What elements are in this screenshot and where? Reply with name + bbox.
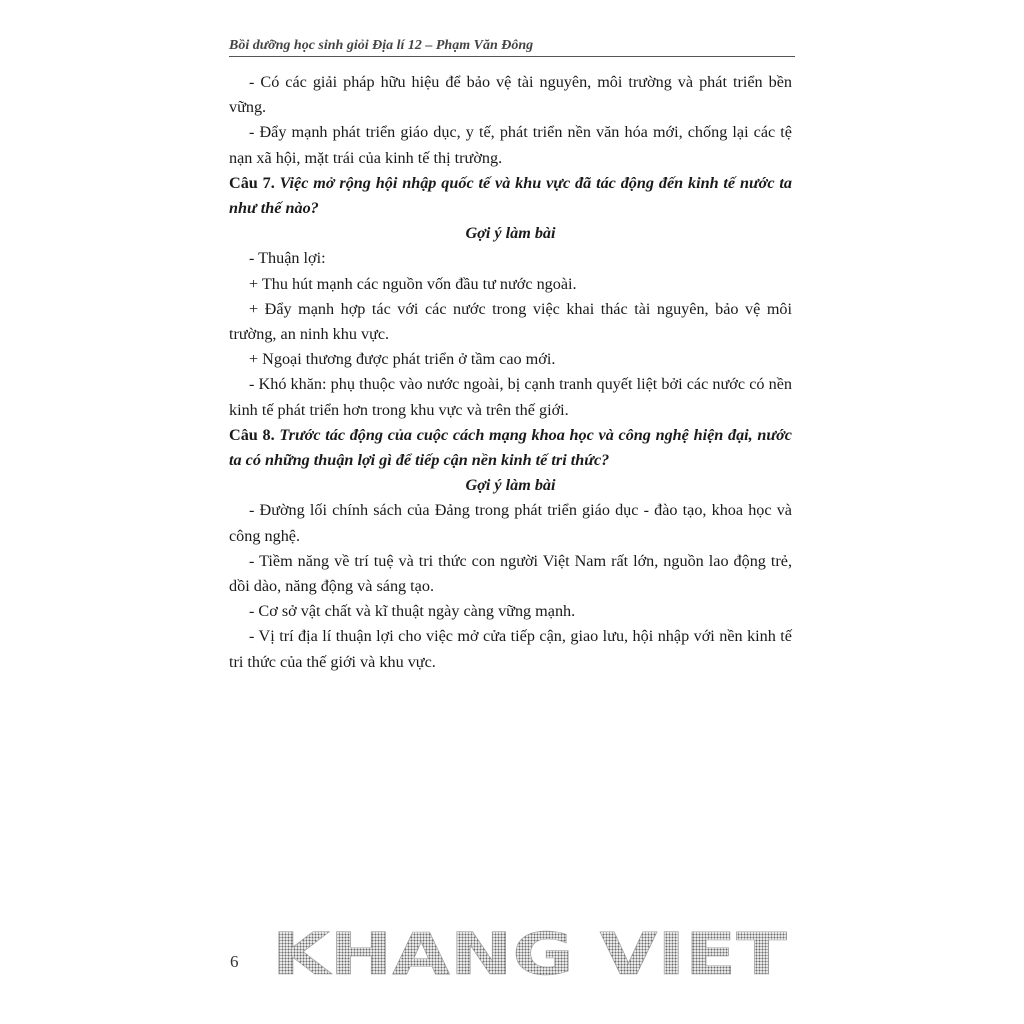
answer-line: - Đường lối chính sách của Đảng trong phát triển giáo dục - đào tạo, khoa học và công nghệ. (229, 501, 792, 545)
answer-line: - Tiềm năng về trí tuệ và tri thức con người Việt Nam rất lớn, nguồn lao động trẻ, dồi dào, năng động và sáng tạo. (229, 551, 792, 596)
page-body (229, 70, 792, 675)
question-7 (229, 171, 792, 221)
answer-line: + Ngoại thương được phát triển ở tầm cao mới. (249, 350, 556, 369)
question-label: Câu 8. (229, 425, 275, 444)
publisher-logo (272, 924, 792, 984)
question-label: Câu 7. (229, 173, 275, 192)
answer-line: + Đẩy mạnh hợp tác với các nước trong việc khai thác tài nguyên, bảo vệ môi trường, an ninh khu vực. (229, 299, 792, 344)
paragraph: - Đẩy mạnh phát triển giáo dục, y tế, phát triển nền văn hóa mới, chống lại các tệ nạn xã hội, mặt trái của kinh tế thị trường. (229, 123, 792, 167)
answer-hint-heading: Gợi ý làm bài (465, 224, 556, 243)
answer-line: - Cơ sở vật chất và kĩ thuật ngày càng vững mạnh. (249, 602, 576, 621)
question-text: Việc mở rộng hội nhập quốc tế và khu vực đã tác động đến kinh tế nước ta như thế nào? (229, 173, 792, 218)
page-number: 6 (230, 952, 239, 971)
question-text: Trước tác động của cuộc cách mạng khoa học và công nghệ hiện đại, nước ta có những thuận lợi gì để tiếp cận nền kinh tế tri thức? (229, 425, 792, 470)
answer-line: + Thu hút mạnh các nguồn vốn đầu tư nước ngoài. (249, 274, 577, 293)
answer-line: - Vị trí địa lí thuận lợi cho việc mở cửa tiếp cận, giao lưu, hội nhập với nền kinh tế tri thức của thế giới và khu vực. (229, 627, 792, 671)
paragraph: - Có các giải pháp hữu hiệu để bảo vệ tài nguyên, môi trường và phát triển bền vững. (229, 73, 792, 117)
running-header (229, 38, 795, 57)
publisher-logo-text: KHANG VIET (272, 924, 788, 984)
answer-line: - Thuận lợi: (249, 249, 326, 268)
answer-hint-heading: Gợi ý làm bài (465, 476, 556, 495)
question-8 (229, 423, 792, 473)
answer-line: - Khó khăn: phụ thuộc vào nước ngoài, bị cạnh tranh quyết liệt bởi các nước có nền kinh tế phát triển hơn trong khu vực và trên thế giới. (229, 375, 792, 419)
running-header-title: Bồi dưỡng học sinh giỏi Địa lí 12 – Phạm Văn Đông (229, 38, 534, 53)
